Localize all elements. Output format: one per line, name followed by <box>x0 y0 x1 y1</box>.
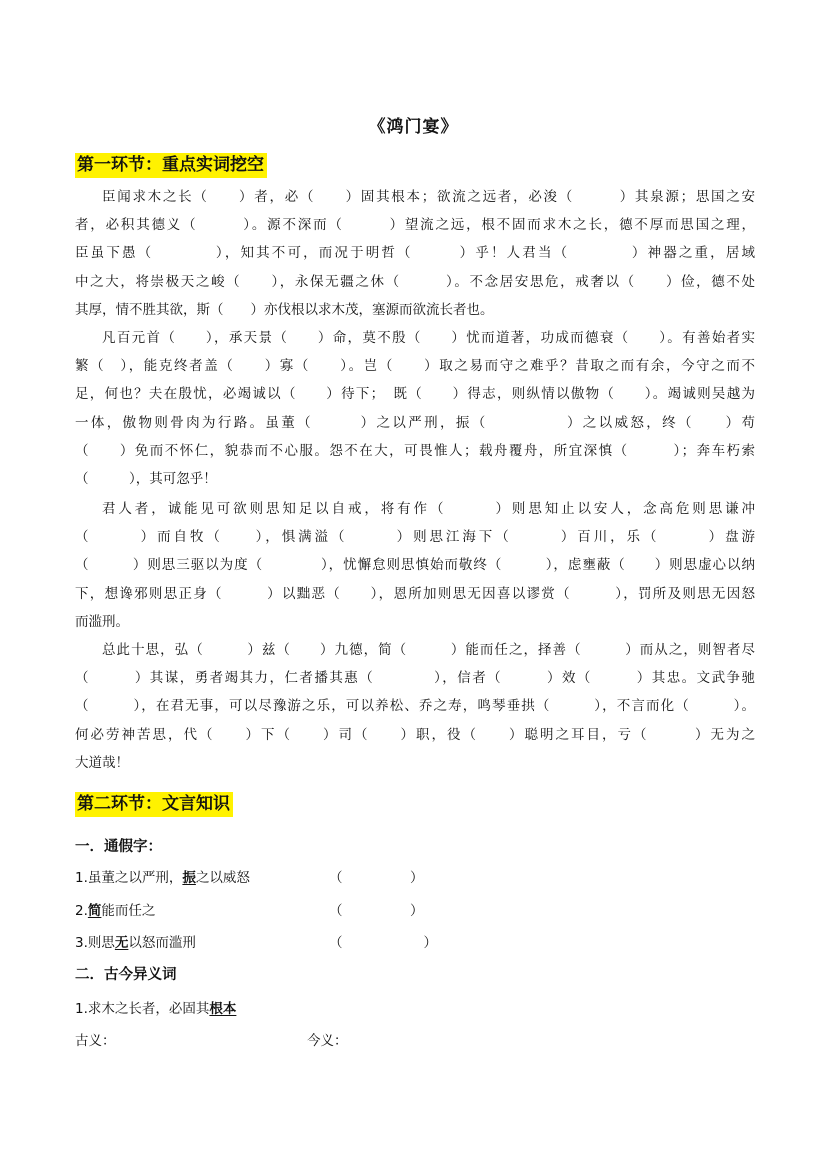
text-line: 大道哉！ <box>75 754 129 771</box>
text-line: （ ）其谋，勇者竭其力，仁者播其惠（ ），信者（ ）效（ ）其忠。文武争驰 <box>75 670 755 687</box>
text-line: （ ）而自牧（ ），惧满溢（ ）则思江海下（ ）百川，乐（ ）盘游 <box>75 529 755 546</box>
text-line: 一体，傲物则骨肉为行路。虽董（ ）之以严刑，振（ ）之以威怒，终（ ）苟 <box>75 414 755 431</box>
item-text-post: 之以威怒 <box>195 870 250 886</box>
answer-blank[interactable]: （ ） <box>329 870 424 886</box>
text-line: 君人者，诚能见可欲则思知足以自戒，将有作（ ）则思知止以安人，念高危则思谦冲 <box>102 501 755 517</box>
section2-heading: 第二环节：文言知识 <box>75 792 233 817</box>
doc-title: 《鸿门宴》 <box>368 117 459 137</box>
text-line: 而滥刑。 <box>75 613 129 630</box>
list-item <box>75 997 236 1017</box>
item-marked-char: 无 <box>114 935 129 951</box>
section1-paragraph-1 <box>75 183 755 324</box>
text-line: （ ）则思三驱以为度（ ），忧懈怠则思慎始而敬终（ ），虑壅蔽（ ）则思虚心以纳 <box>75 557 755 574</box>
text-line: 臣闻求木之长（ ）者，必（ ）固其根本；欲流之远者，必浚（ ）其泉源；思国之安 <box>102 189 755 205</box>
item-marked-char: 振 <box>182 870 196 886</box>
item-marked-char: 简 <box>87 903 102 919</box>
text-line: 繁（ ），能克终者盖（ ）寡（ ）。岂（ ）取之易而守之难乎？昔取之而有余，今守之而不 <box>75 358 755 375</box>
item-marked-word: 根本 <box>209 1001 237 1017</box>
list-item <box>75 931 437 951</box>
text-line: 其厚，情不胜其欲，斯（ ）亦伐根以求木茂，塞源而欲流长者也。 <box>75 301 494 318</box>
list-item <box>75 899 424 919</box>
text-line: 中之大，将崇极天之峻（ ），永保无疆之休（ ）。不念居安思危，戒奢以（ ）俭，德不处 <box>75 273 755 290</box>
section1-paragraph-2 <box>75 324 755 493</box>
text-line: 者，必积其德义（ ）。源不深而（ ）望流之远，根不固而求木之长，德不厚而思国之理， <box>75 217 755 234</box>
item-text-post: 以怒而滥刑 <box>128 935 196 951</box>
section1-paragraph-3 <box>75 495 755 636</box>
list-item <box>75 866 424 886</box>
answer-blank[interactable]: （ ） <box>329 935 437 951</box>
item-text-pre: 2. <box>75 903 88 919</box>
text-line: 下，想谗邪则思正身（ ）以黜恶（ ），恩所加则思无因喜以谬赏（ ），罚所及则思无因怒 <box>75 585 755 602</box>
text-line: 足，何也？夫在殷忧，必竭诚以（ ）待下； 既（ ）得志，则纵情以傲物（ ）。竭诚则吴越为 <box>75 386 755 403</box>
text-line: 臣虽下愚（ ），知其不可，而况于明哲（ ）乎！人君当（ ）神器之重，居域 <box>75 245 755 262</box>
item-text-pre: 1.虽董之以严刑， <box>75 870 183 886</box>
modern-meaning-label: 今义： <box>307 1033 348 1049</box>
text-line: （ ），在君无事，可以尽豫游之乐，可以养松、乔之寿，鸣琴垂拱（ ），不言而化（ ）。 <box>75 698 755 715</box>
text-line: （ ），其可忽乎！ <box>75 470 217 487</box>
answer-blank[interactable]: （ ） <box>329 903 424 919</box>
item-text-post: 能而任之 <box>101 903 156 919</box>
ancient-meaning-label: 古义： <box>75 1033 116 1049</box>
text-line: 凡百元首（ ），承天景（ ）命，莫不殷（ ）忧而道著，功成而德衰（ ）。有善始者实 <box>102 330 755 346</box>
section1-heading: 第一环节：重点实词挖空 <box>75 153 267 178</box>
subheading-tongjiazi: 一．通假字： <box>75 839 162 855</box>
text-line: 何必劳神苦思，代（ ）下（ ）司（ ）职，役（ ）聪明之耳目，亏（ ）无为之 <box>75 726 755 743</box>
item-text-pre: 3.则思 <box>75 935 115 951</box>
section1-paragraph-4 <box>75 636 755 777</box>
subheading-gujin-yiyi: 二．古今异义词 <box>75 967 177 983</box>
text-line: 总此十思，弘（ ）兹（ ）九德，简（ ）能而任之，择善（ ）而从之，则智者尽 <box>102 642 755 658</box>
item-text-pre: 1.求木之长者，必固其 <box>75 1001 210 1017</box>
text-line: （ ）免而不怀仁，貌恭而不心服。怨不在大，可畏惟人；载舟覆舟，所宜深慎（ ）；奔车朽索 <box>75 442 755 459</box>
